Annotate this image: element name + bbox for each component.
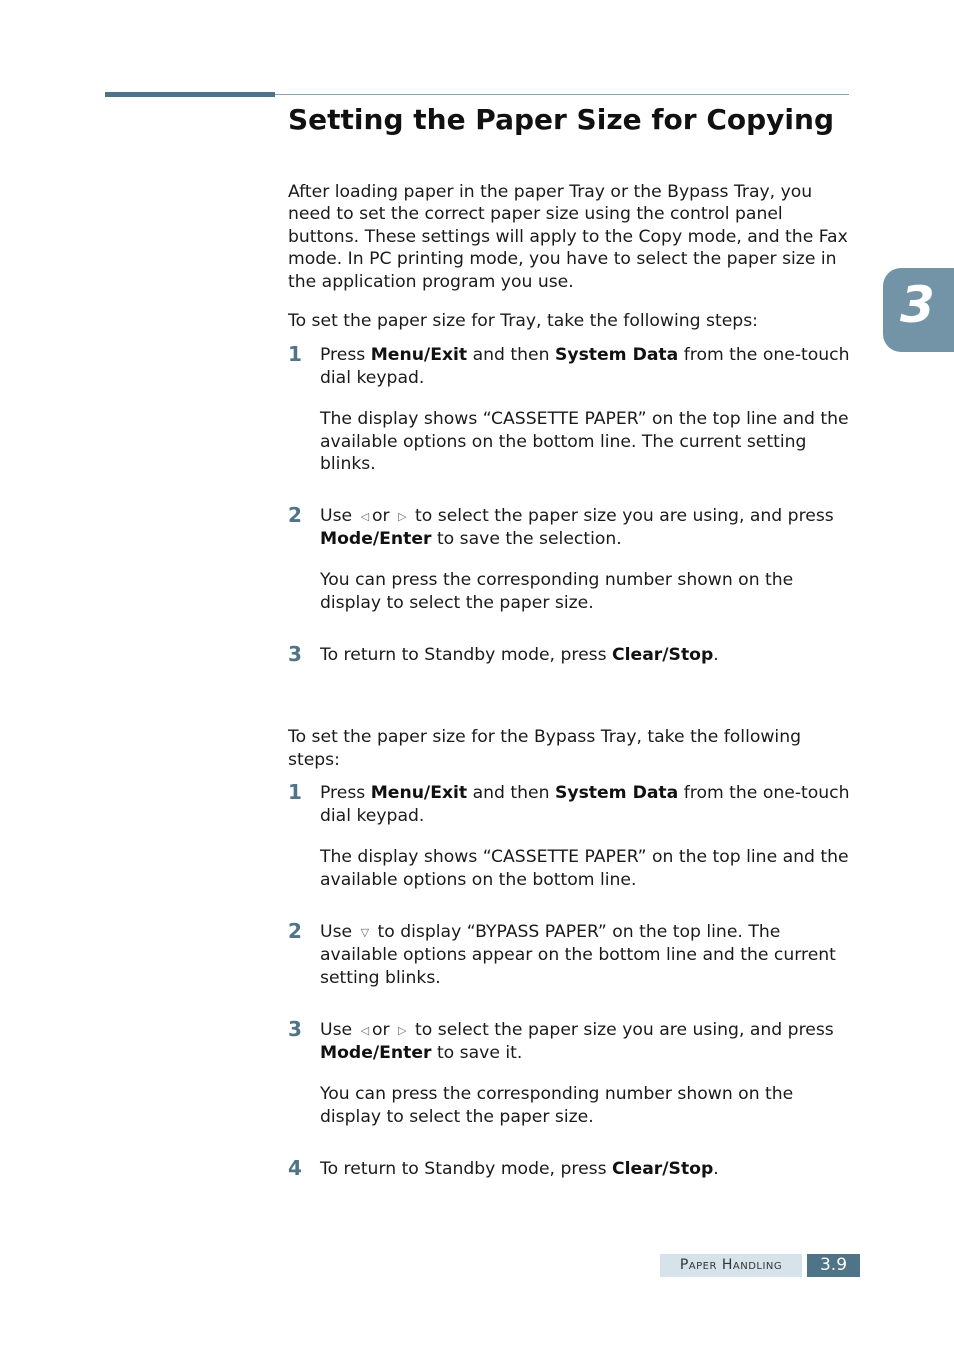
tray-step-3-number: 3 bbox=[288, 642, 302, 666]
clear-stop-button-label: Clear/Stop bbox=[612, 645, 714, 665]
menu-exit-button-label: Menu/Exit bbox=[370, 345, 468, 365]
footer-section-label: Paper Handling bbox=[660, 1254, 802, 1277]
down-arrow-icon: ▽ bbox=[360, 926, 370, 939]
tray-step-1-note: The display shows “CASSETTE PAPER” on the top line and the available options on the bottom line. The current setting blinks. bbox=[320, 409, 849, 475]
tray-step-1-number: 1 bbox=[288, 342, 302, 366]
bypass-step-2-text: Use ▽ to display “BYPASS PAPER” on the top line. The available options appear on the bottom line and the current setting blinks. bbox=[320, 922, 836, 988]
tray-step-2-note: You can press the corresponding number shown on the display to select the paper size. bbox=[320, 570, 794, 613]
bypass-step-3-note: You can press the corresponding number shown on the display to select the paper size. bbox=[320, 1084, 794, 1127]
tray-step-3-text: To return to Standby mode, press Clear/Stop. bbox=[320, 645, 719, 665]
header-rule-thick bbox=[105, 92, 275, 97]
header-rule-thin bbox=[275, 94, 849, 95]
system-data-button-label: System Data bbox=[554, 345, 679, 365]
bypass-step-4-number: 4 bbox=[288, 1156, 302, 1180]
bypass-step-2-number: 2 bbox=[288, 919, 302, 943]
mode-enter-button-label: Mode/Enter bbox=[320, 529, 432, 549]
bypass-lead: To set the paper size for the Bypass Tray, take the following steps: bbox=[288, 727, 802, 770]
chapter-number: 3 bbox=[900, 276, 935, 334]
tray-step-1-text: Press Menu/Exit and then System Data from the one-touch dial keypad. bbox=[320, 345, 850, 388]
menu-exit-button-label: Menu/Exit bbox=[370, 783, 468, 803]
bypass-step-1-note: The display shows “CASSETTE PAPER” on the top line and the available options on the bottom line. bbox=[320, 847, 849, 890]
bypass-step-1-text: Press Menu/Exit and then System Data from the one-touch dial keypad. bbox=[320, 783, 850, 826]
tray-step-2-number: 2 bbox=[288, 503, 302, 527]
clear-stop-button-label: Clear/Stop bbox=[612, 1159, 714, 1179]
right-arrow-icon: ▷ bbox=[398, 1024, 407, 1037]
left-arrow-icon: ◁ bbox=[360, 510, 370, 523]
intro-paragraph: After loading paper in the paper Tray or the Bypass Tray, you need to set the correct paper size using the control panel buttons. These settings will apply to the Copy mode, and the Fax mode. In PC printing mode, you have to select the paper size in the application program you use. bbox=[288, 182, 848, 292]
chapter-tab bbox=[883, 268, 954, 352]
tray-lead: To set the paper size for Tray, take the following steps: bbox=[288, 311, 758, 331]
tray-step-2-text: Use ◁ or ▷ to select the paper size you are using, and press Mode/Enter to save the selection. bbox=[320, 506, 834, 549]
left-arrow-icon: ◁ bbox=[360, 1024, 370, 1037]
right-arrow-icon: ▷ bbox=[398, 510, 407, 523]
bypass-step-3-number: 3 bbox=[288, 1017, 302, 1041]
bypass-step-4-text: To return to Standby mode, press Clear/Stop. bbox=[320, 1159, 719, 1179]
page-title: Setting the Paper Size for Copying bbox=[288, 103, 834, 136]
bypass-step-1-number: 1 bbox=[288, 780, 302, 804]
footer-page-number: 3.9 bbox=[807, 1254, 860, 1277]
system-data-button-label: System Data bbox=[554, 783, 679, 803]
mode-enter-button-label: Mode/Enter bbox=[320, 1043, 432, 1063]
bypass-step-3-text: Use ◁ or ▷ to select the paper size you are using, and press Mode/Enter to save it. bbox=[320, 1020, 834, 1063]
